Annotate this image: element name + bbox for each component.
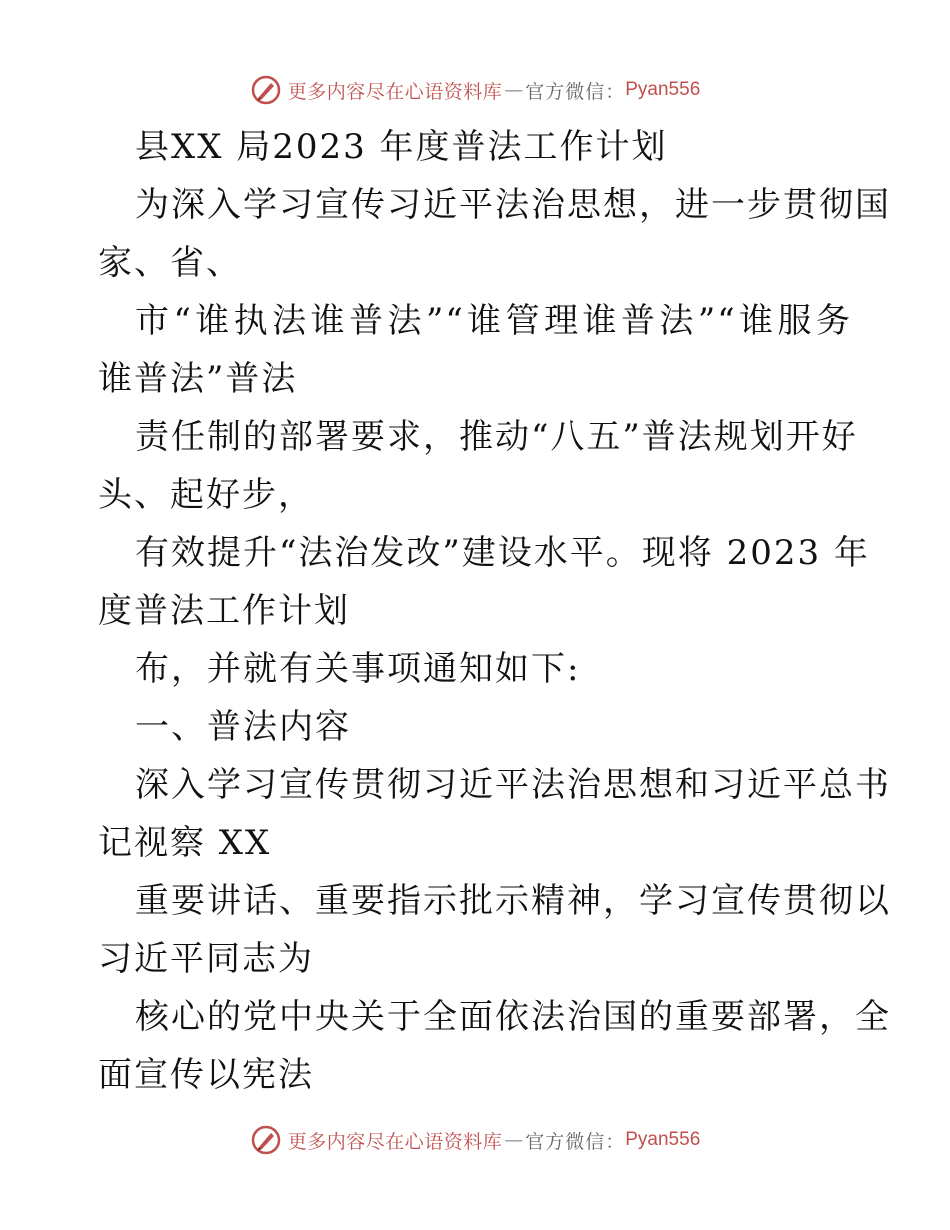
- pen-circle-logo-icon: [250, 74, 282, 106]
- paragraph-line: 深入学习宣传贯彻习近平法治思想和习近平总书: [135, 765, 891, 805]
- document-title: 县XX 局2023 年度普法工作计划: [135, 127, 668, 167]
- watermark-wechat-label: 官方微信：: [525, 80, 626, 103]
- paragraph-line: 重要讲话、重要指示批示精神，学习宣传贯彻以: [135, 881, 891, 921]
- watermark-text: 更多内容尽在心语资料库: [287, 80, 503, 103]
- paragraph-line: 为深入学习宣传习近平法治思想，进一步贯彻国: [135, 185, 891, 225]
- paragraph-line: 记视察 XX: [98, 823, 272, 863]
- paragraph-line: 市“谁执法谁普法”“谁管理谁普法”“谁服务: [135, 301, 852, 341]
- paragraph-line: 度普法工作计划: [98, 591, 350, 631]
- paragraph-line: 核心的党中央关于全面依法治国的重要部署，全: [135, 997, 891, 1037]
- paragraph-line: 习近平同志为: [98, 939, 314, 979]
- paragraph-line: 布，并就有关事项通知如下:: [135, 649, 581, 689]
- watermark-wechat-id: Pyan556: [625, 1129, 701, 1150]
- pen-circle-logo-icon: [250, 1124, 282, 1156]
- paragraph-line: 有效提升“法治发改”建设水平。现将 2023 年: [135, 533, 870, 573]
- paragraph-line: 面宣传以宪法: [98, 1055, 314, 1095]
- paragraph-line: 谁普法”普法: [98, 359, 298, 399]
- paragraph-line: 责任制的部署要求，推动“八五”普法规划开好: [135, 417, 858, 457]
- watermark-dash: —: [504, 1129, 524, 1151]
- watermark-wechat-id: Pyan556: [625, 79, 701, 100]
- watermark-wechat-label: 官方微信：: [525, 1130, 626, 1153]
- watermark-dash: —: [504, 79, 524, 101]
- header-watermark: [0, 70, 950, 110]
- paragraph-line: 头、起好步，: [98, 475, 314, 515]
- section-heading: 一、普法内容: [135, 707, 351, 747]
- watermark-text: 更多内容尽在心语资料库: [287, 1130, 503, 1153]
- paragraph-line: 家、省、: [98, 243, 242, 283]
- footer-watermark: [0, 1120, 950, 1160]
